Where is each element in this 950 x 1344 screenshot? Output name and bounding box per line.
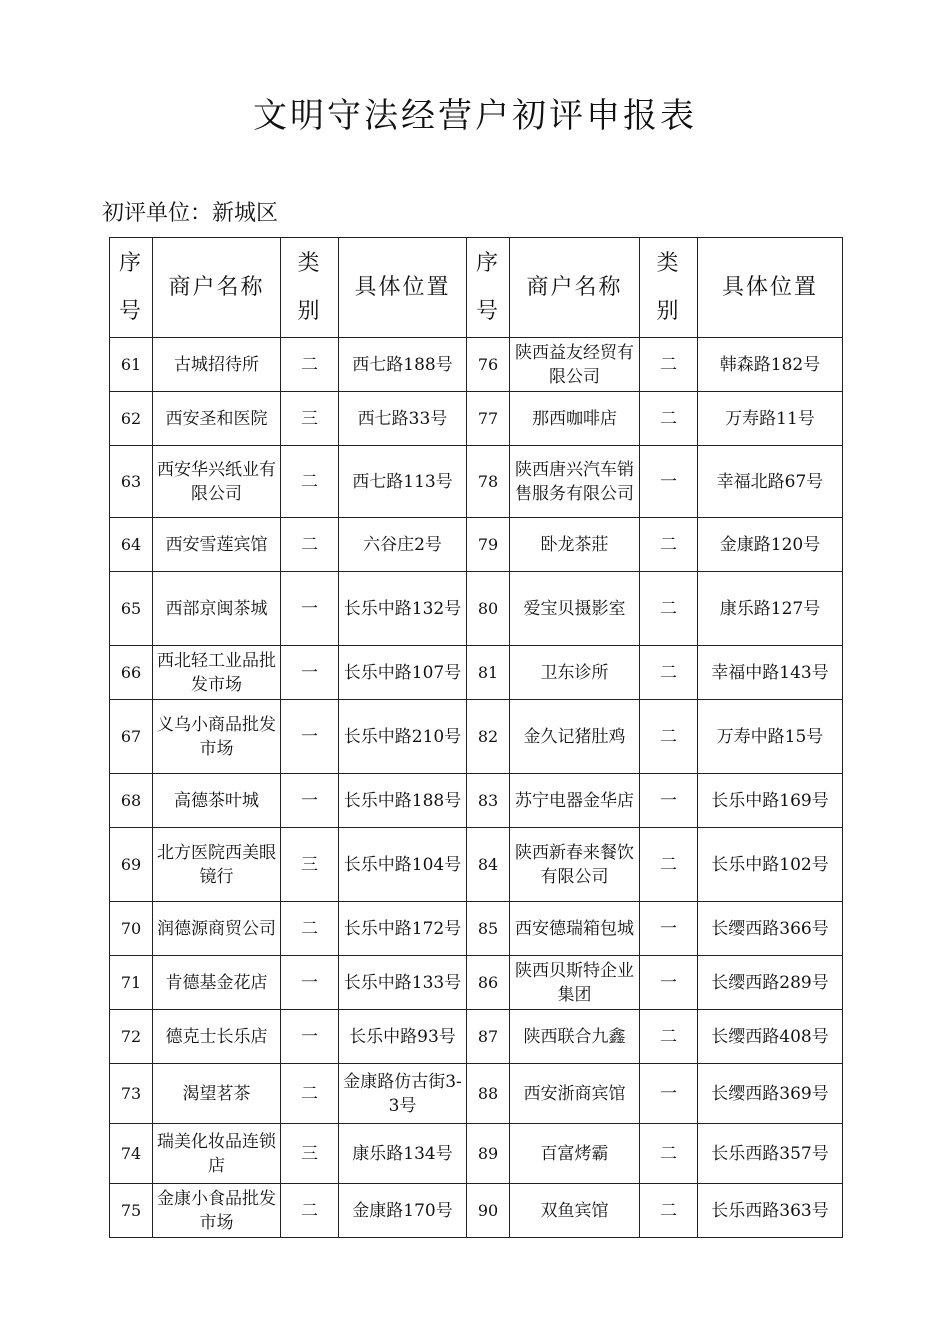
cell-category: 二 — [640, 1010, 698, 1064]
cell-category: 二 — [640, 392, 698, 446]
table-row — [110, 828, 843, 902]
cell-seq: 61 — [110, 338, 153, 392]
cell-merchant-name: 苏宁电器金华店 — [510, 774, 640, 828]
cell-seq: 81 — [467, 646, 510, 700]
cell-location: 幸福中路143号 — [698, 646, 843, 700]
cell-seq: 77 — [467, 392, 510, 446]
table-row — [110, 392, 843, 446]
cell-location: 长缨西路408号 — [698, 1010, 843, 1064]
cell-seq: 74 — [110, 1124, 153, 1184]
cell-seq: 73 — [110, 1064, 153, 1124]
cell-category: 一 — [281, 956, 339, 1010]
cell-merchant-name: 义乌小商品批发市场 — [153, 700, 281, 774]
table-row — [110, 774, 843, 828]
cell-seq: 89 — [467, 1124, 510, 1184]
cell-category: 二 — [640, 518, 698, 572]
cell-category: 一 — [640, 774, 698, 828]
cell-merchant-name: 卫东诊所 — [510, 646, 640, 700]
cell-location: 长乐中路132号 — [339, 572, 467, 646]
cell-category: 一 — [640, 956, 698, 1010]
header-name: 商户名称 — [510, 238, 640, 338]
cell-category: 二 — [640, 700, 698, 774]
cell-seq: 65 — [110, 572, 153, 646]
cell-location: 韩森路182号 — [698, 338, 843, 392]
cell-merchant-name: 西安圣和医院 — [153, 392, 281, 446]
cell-category: 二 — [640, 828, 698, 902]
table-row — [110, 646, 843, 700]
cell-merchant-name: 西安华兴纸业有限公司 — [153, 446, 281, 518]
cell-category: 二 — [640, 1124, 698, 1184]
cell-location: 长乐中路169号 — [698, 774, 843, 828]
cell-category: 一 — [281, 700, 339, 774]
cell-merchant-name: 陕西新春来餐饮有限公司 — [510, 828, 640, 902]
cell-merchant-name: 陕西贝斯特企业集团 — [510, 956, 640, 1010]
table-row — [110, 700, 843, 774]
cell-seq: 88 — [467, 1064, 510, 1124]
cell-seq: 87 — [467, 1010, 510, 1064]
cell-location: 长乐中路102号 — [698, 828, 843, 902]
cell-category: 一 — [640, 902, 698, 956]
cell-seq: 62 — [110, 392, 153, 446]
cell-location: 长缨西路369号 — [698, 1064, 843, 1124]
cell-seq: 76 — [467, 338, 510, 392]
merchant-table — [109, 237, 843, 1238]
cell-seq: 86 — [467, 956, 510, 1010]
cell-location: 康乐路127号 — [698, 572, 843, 646]
cell-seq: 64 — [110, 518, 153, 572]
cell-category: 二 — [640, 1184, 698, 1238]
cell-seq: 63 — [110, 446, 153, 518]
cell-category: 二 — [281, 446, 339, 518]
cell-location: 长乐西路357号 — [698, 1124, 843, 1184]
header-name: 商户名称 — [153, 238, 281, 338]
cell-seq: 90 — [467, 1184, 510, 1238]
header-category: 类 别 — [281, 238, 339, 338]
cell-seq: 69 — [110, 828, 153, 902]
cell-location: 长乐中路133号 — [339, 956, 467, 1010]
cell-category: 三 — [281, 392, 339, 446]
cell-merchant-name: 瑞美化妆品连锁店 — [153, 1124, 281, 1184]
cell-seq: 80 — [467, 572, 510, 646]
table-row — [110, 518, 843, 572]
cell-location: 六谷庄2号 — [339, 518, 467, 572]
table-header-row — [110, 238, 843, 338]
cell-location: 长缨西路289号 — [698, 956, 843, 1010]
cell-category: 二 — [281, 1184, 339, 1238]
cell-seq: 83 — [467, 774, 510, 828]
cell-location: 长乐中路104号 — [339, 828, 467, 902]
cell-location: 西七路188号 — [339, 338, 467, 392]
cell-location: 长乐中路210号 — [339, 700, 467, 774]
table-row — [110, 446, 843, 518]
cell-merchant-name: 百富烤霸 — [510, 1124, 640, 1184]
table-row — [110, 338, 843, 392]
cell-location: 长乐中路93号 — [339, 1010, 467, 1064]
cell-merchant-name: 陕西唐兴汽车销售服务有限公司 — [510, 446, 640, 518]
cell-location: 长乐西路363号 — [698, 1184, 843, 1238]
cell-merchant-name: 双鱼宾馆 — [510, 1184, 640, 1238]
cell-location: 长缨西路366号 — [698, 902, 843, 956]
header-category: 类 别 — [640, 238, 698, 338]
cell-location: 西七路33号 — [339, 392, 467, 446]
cell-category: 二 — [281, 338, 339, 392]
cell-merchant-name: 北方医院西美眼镜行 — [153, 828, 281, 902]
table-row — [110, 1124, 843, 1184]
cell-seq: 84 — [467, 828, 510, 902]
cell-merchant-name: 渴望茗茶 — [153, 1064, 281, 1124]
cell-seq: 82 — [467, 700, 510, 774]
cell-location: 金康路120号 — [698, 518, 843, 572]
cell-merchant-name: 卧龙茶莊 — [510, 518, 640, 572]
cell-merchant-name: 古城招待所 — [153, 338, 281, 392]
cell-merchant-name: 西安德瑞箱包城 — [510, 902, 640, 956]
cell-category: 二 — [281, 1064, 339, 1124]
cell-location: 万寿中路15号 — [698, 700, 843, 774]
table-row — [110, 956, 843, 1010]
table-row — [110, 902, 843, 956]
cell-merchant-name: 金久记猪肚鸡 — [510, 700, 640, 774]
cell-seq: 78 — [467, 446, 510, 518]
cell-category: 一 — [281, 572, 339, 646]
cell-seq: 71 — [110, 956, 153, 1010]
cell-merchant-name: 西北轻工业品批发市场 — [153, 646, 281, 700]
cell-location: 万寿路11号 — [698, 392, 843, 446]
cell-location: 金康路170号 — [339, 1184, 467, 1238]
cell-merchant-name: 西安雪莲宾馆 — [153, 518, 281, 572]
cell-category: 二 — [640, 338, 698, 392]
cell-merchant-name: 爱宝贝摄影室 — [510, 572, 640, 646]
cell-category: 一 — [640, 1064, 698, 1124]
cell-location: 西七路113号 — [339, 446, 467, 518]
cell-category: 二 — [640, 646, 698, 700]
cell-location: 长乐中路107号 — [339, 646, 467, 700]
cell-seq: 79 — [467, 518, 510, 572]
cell-merchant-name: 金康小食品批发市场 — [153, 1184, 281, 1238]
header-seq: 序 号 — [110, 238, 153, 338]
cell-merchant-name: 德克士长乐店 — [153, 1010, 281, 1064]
table-row — [110, 1184, 843, 1238]
header-seq: 序 号 — [467, 238, 510, 338]
cell-merchant-name: 那西咖啡店 — [510, 392, 640, 446]
cell-location: 长乐中路172号 — [339, 902, 467, 956]
cell-location: 金康路仿古街3-3号 — [339, 1064, 467, 1124]
cell-seq: 75 — [110, 1184, 153, 1238]
cell-seq: 68 — [110, 774, 153, 828]
cell-category: 二 — [640, 572, 698, 646]
cell-seq: 85 — [467, 902, 510, 956]
cell-seq: 72 — [110, 1010, 153, 1064]
cell-merchant-name: 肯德基金花店 — [153, 956, 281, 1010]
table-row — [110, 1064, 843, 1124]
cell-merchant-name: 西安浙商宾馆 — [510, 1064, 640, 1124]
cell-seq: 66 — [110, 646, 153, 700]
cell-category: 一 — [640, 446, 698, 518]
page-title: 文明守法经营户初评申报表 — [253, 96, 697, 136]
header-location: 具体位置 — [339, 238, 467, 338]
cell-merchant-name: 陕西益友经贸有限公司 — [510, 338, 640, 392]
cell-category: 三 — [281, 828, 339, 902]
cell-merchant-name: 高德茶叶城 — [153, 774, 281, 828]
cell-category: 一 — [281, 646, 339, 700]
cell-location: 幸福北路67号 — [698, 446, 843, 518]
cell-seq: 67 — [110, 700, 153, 774]
cell-location: 长乐中路188号 — [339, 774, 467, 828]
cell-category: 一 — [281, 1010, 339, 1064]
cell-seq: 70 — [110, 902, 153, 956]
table-row — [110, 1010, 843, 1064]
cell-category: 三 — [281, 1124, 339, 1184]
cell-merchant-name: 润德源商贸公司 — [153, 902, 281, 956]
cell-category: 二 — [281, 902, 339, 956]
table-body — [110, 338, 843, 1238]
cell-category: 一 — [281, 774, 339, 828]
cell-location: 康乐路134号 — [339, 1124, 467, 1184]
table-row — [110, 572, 843, 646]
assessment-unit-label: 初评单位：新城区 — [102, 201, 279, 226]
cell-merchant-name: 陕西联合九鑫 — [510, 1010, 640, 1064]
cell-merchant-name: 西部京闽茶城 — [153, 572, 281, 646]
cell-category: 二 — [281, 518, 339, 572]
header-location: 具体位置 — [698, 238, 843, 338]
